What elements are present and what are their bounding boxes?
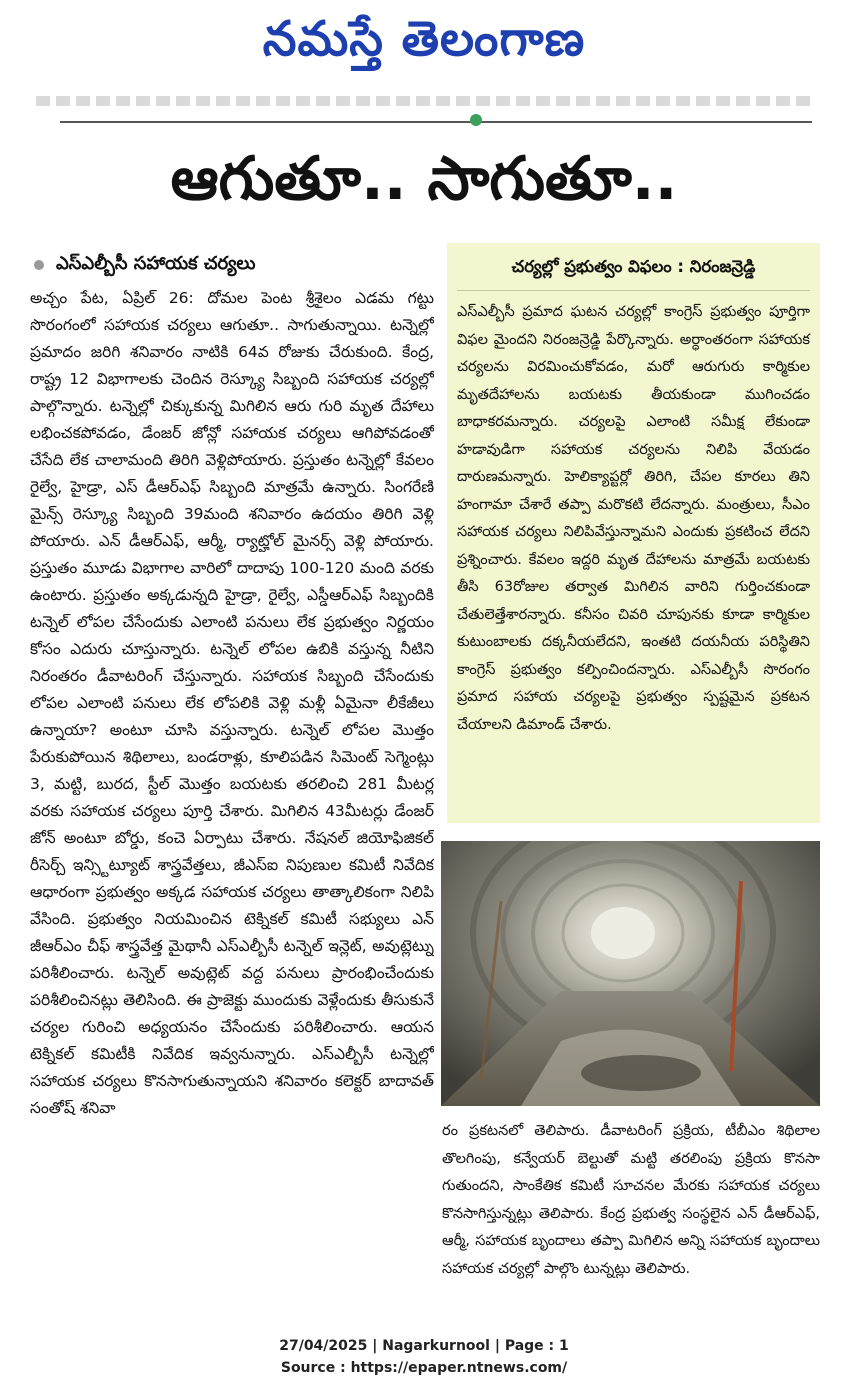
masthead-divider [60,121,812,123]
newspaper-title: నమస్తే తెలంగాణ [262,11,586,67]
headline-text: ఆగుతూ.. సాగుతూ.. [170,144,678,214]
masthead [0,0,848,90]
bullet-icon [34,260,44,270]
kicker-text: ఎస్ఎల్బీసీ సహాయక చర్యలు [56,252,256,274]
article-continuation [442,1118,820,1318]
footer-source: Source : https://epaper.ntnews.com/ [280,1360,568,1376]
article-column [30,285,434,1310]
kicker [34,250,434,280]
tunnel-photo [441,841,820,1106]
article-body: అచ్చం పేట, ఏప్రిల్ 26: దోమల పెంట శ్రీశైలం ఎడమ గట్టు సొరంగంలో సహాయక చర్యలు ఆగుతూ.. సాగుతున్నాయి. టన్నెల్లో ప్రమాదం జరిగి శనివారం నాటికి 64వ రోజుకు చేరుకుంది. కేంద్ర, రాష్ట్ర 12 విభాగాలకు చెందిన రెస్క్యూ సిబ్బంది సహాయక చర్యల్లో పాల్గొన్నారు. టన్నెల్లో చిక్కుకున్న మిగిలిన ఆరు గురి మృత దేహాలు లభించకపోవడం, డేంజర్ జోన్లో సహాయక చర్యలు ఆగిపోవడంతో చేసేది లేక చాలామంది తిరిగి వెళ్లిపోయారు. ప్రస్తుతం టన్నెల్లో కేవలం రైల్వే, హైడ్రా, ఎస్ డీఆర్ఎఫ్ సిబ్బంది మాత్రమే ఉన్నారు. సింగరేణి మైన్స్ రెస్క్యూ సిబ్బంది 39మంది శనివారం ఉదయం తిరిగి వెళ్లి పోయారు. ఎన్ డీఆర్ఎఫ్, ఆర్మీ, ర్యాట్హోల్ మైనర్స్ వెళ్లి పోయారు. ప్రస్తుతం మూడు విభాగాల వారిలో దాదాపు 100-120 మంది వరకు ఉంటారు. ప్రస్తుతం అక్కడున్నది హైడ్రా, రైల్వే, ఎస్డీఆర్ఎఫ్ సిబ్బందికి టన్నెల్ లోపల చేసేందుకు ఎలాంటి పనులు లేక ప్రభుత్వం నిర్ణయం కోసం ఎదురు చూస్తున్నారు. టన్నెల్ లోపల ఉబికి వస్తున్న నీటిని నిరంతరం డీవాటరింగ్ చేస్తున్నారు. సహాయక సిబ్బంది చేసేందుకు లోపల ఎలాంటి పనులు లేక లోపలికి వెళ్లి మళ్లీ ఏమైనా లీకేజీలు ఉన్నాయా? అంటూ చూసి వస్తున్నారు. టన్నెల్ లోపల మొత్తం పేరుకుపోయిన శిథిలాలు, బండరాళ్లు, కూలిపడిన సిమెంట్ సెగ్మెంట్లు 3, మట్టి, బురద, స్టీల్ మొత్తం బయటకు తరలించి 281 మీటర్ల వరకు సహాయక చర్యలు పూర్తి చేశారు. మిగిలిన 43మీటర్లు డేంజర్ జోన్ అంటూ బోర్డు, కంచె ఏర్పాటు చేశారు. నేషనల్ జియోఫిజికల్ రీసెర్చ్ ఇన్స్టిట్యూట్ శాస్త్రవేత్తలు, జీఎస్ఐ నిపుణుల కమిటీ నివేదిక ఆధారంగా ప్రభుత్వం అక్కడ సహాయక చర్యలు తాత్కాలికంగా నిలిపి వేసింది. ప్రభుత్వం నియమించిన టెక్నికల్ కమిటీ సభ్యులు ఎన్ జీఆర్ఎం చీఫ్ శాస్త్రవేత్త మైథానీ ఎస్ఎల్బీసీ టన్నెల్ ఇన్లెట్, అవుట్లెట్ను పరిశీలించారు. టన్నెల్ అవుట్లెట్ వద్ద పనులు ప్రారంభించేందుకు పరిశీలించినట్లు తెలిసింది. ఈ ప్రాజెక్టు ముందుకు వెళ్లేందుకు తీసుకునే చర్యల గురించి అధ్యయనం చేసేందుకు పరిశీలించారు. ఆయన టెక్నికల్ కమిటీకి నివేదిక ఇవ్వనున్నారు. ఎస్ఎల్బీసీ టన్నెల్లో సహాయక చర్యలు కొనసాగుతున్నాయని శనివారం కలెక్టర్ బాదావత్ సంతోష్ శనివా [30,289,434,1117]
tunnel-photo-image [441,841,820,1106]
article-continuation-text: రం ప్రకటనలో తెలిపారు. డీవాటరింగ్ ప్రక్రియ, టీబీఎం శిథిలాల తొలగింపు, కన్వేయర్ బెల్టుతో మట్టి తరలింపు ప్రక్రియ కొనసా గుతుందని, సాంకేతిక కమిటీ సూచనల మేరకు సహాయక చర్యలు కొనసాగిస్తున్నట్లు తెలిపారు. కేంద్ర ప్రభుత్వ సంస్థలైన ఎన్ డీఆర్ఎఫ్, ఆర్మీ, సహాయక బృందాలు తప్పా మిగిలిన అన్ని సహాయక బృందాలు సహాయక చర్యల్లో పాల్గొం టున్నట్లు తెలిపారు. [442,1123,820,1277]
footer [0,1332,848,1382]
sidebar-title: చర్యల్లో ప్రభుత్వం విఫలం : నిరంజన్రెడ్డి [457,253,810,291]
masthead-strip [36,96,812,106]
headline [0,130,848,242]
sidebar-box [447,243,820,823]
footer-dateline: 27/04/2025 | Nagarkurnool | Page : 1 [279,1338,569,1354]
sidebar-body: ఎస్ఎల్బీసీ ప్రమాద ఘటన చర్యల్లో కాంగ్రెస్ ప్రభుత్వం పూర్తిగా విఫల మైందని నిరంజన్రెడ్డి పేర్కొన్నారు. అర్ధాంతరంగా సహాయక చర్యలను విరమించుకోవడం, మరో ఆరుగురు కార్మికుల మృతదేహాలను బయటకు తీయకుండా ముగించడం బాధాకరమన్నారు. చర్యలపై ఎలాంటి సమీక్ష లేకుండా హడావుడిగా సహాయక చర్యలను నిలిపి వేయడం దారుణమన్నారు. హెలిక్యాప్టర్లో తిరిగి, చేపల కూరలు తిని హంగామా చేశారే తప్పా మరొకటి లేదన్నారు. మంత్రులు, సీఎం సహాయక చర్యలు నిలిపివేస్తున్నామని ఎందుకు ప్రకటించ లేదని ప్రశ్నించారు. కేవలం ఇద్దరి మృత దేహాలను మాత్రమే బయటకు తీసి 63రోజుల తర్వాత మిగిలిన వారిని గుర్తించకుండా చేతులెత్తేశారన్నారు. కనీసం చివరి చూపునకు కూడా కార్మికుల కుటుంబాలకు దక్కనీయలేదని, ఇంతటి దయనీయ పరిస్థితిని కాంగ్రెస్ ప్రభుత్వం కల్పించిందన్నారు. ఎస్ఎల్బీసీ సొరంగం ప్రమాద సహాయ చర్యలపై ప్రభుత్వం స్పష్టమైన ప్రకటన చేయాలని డిమాండ్ చేశారు. [457,304,810,733]
masthead-leaf-icon [470,114,482,126]
